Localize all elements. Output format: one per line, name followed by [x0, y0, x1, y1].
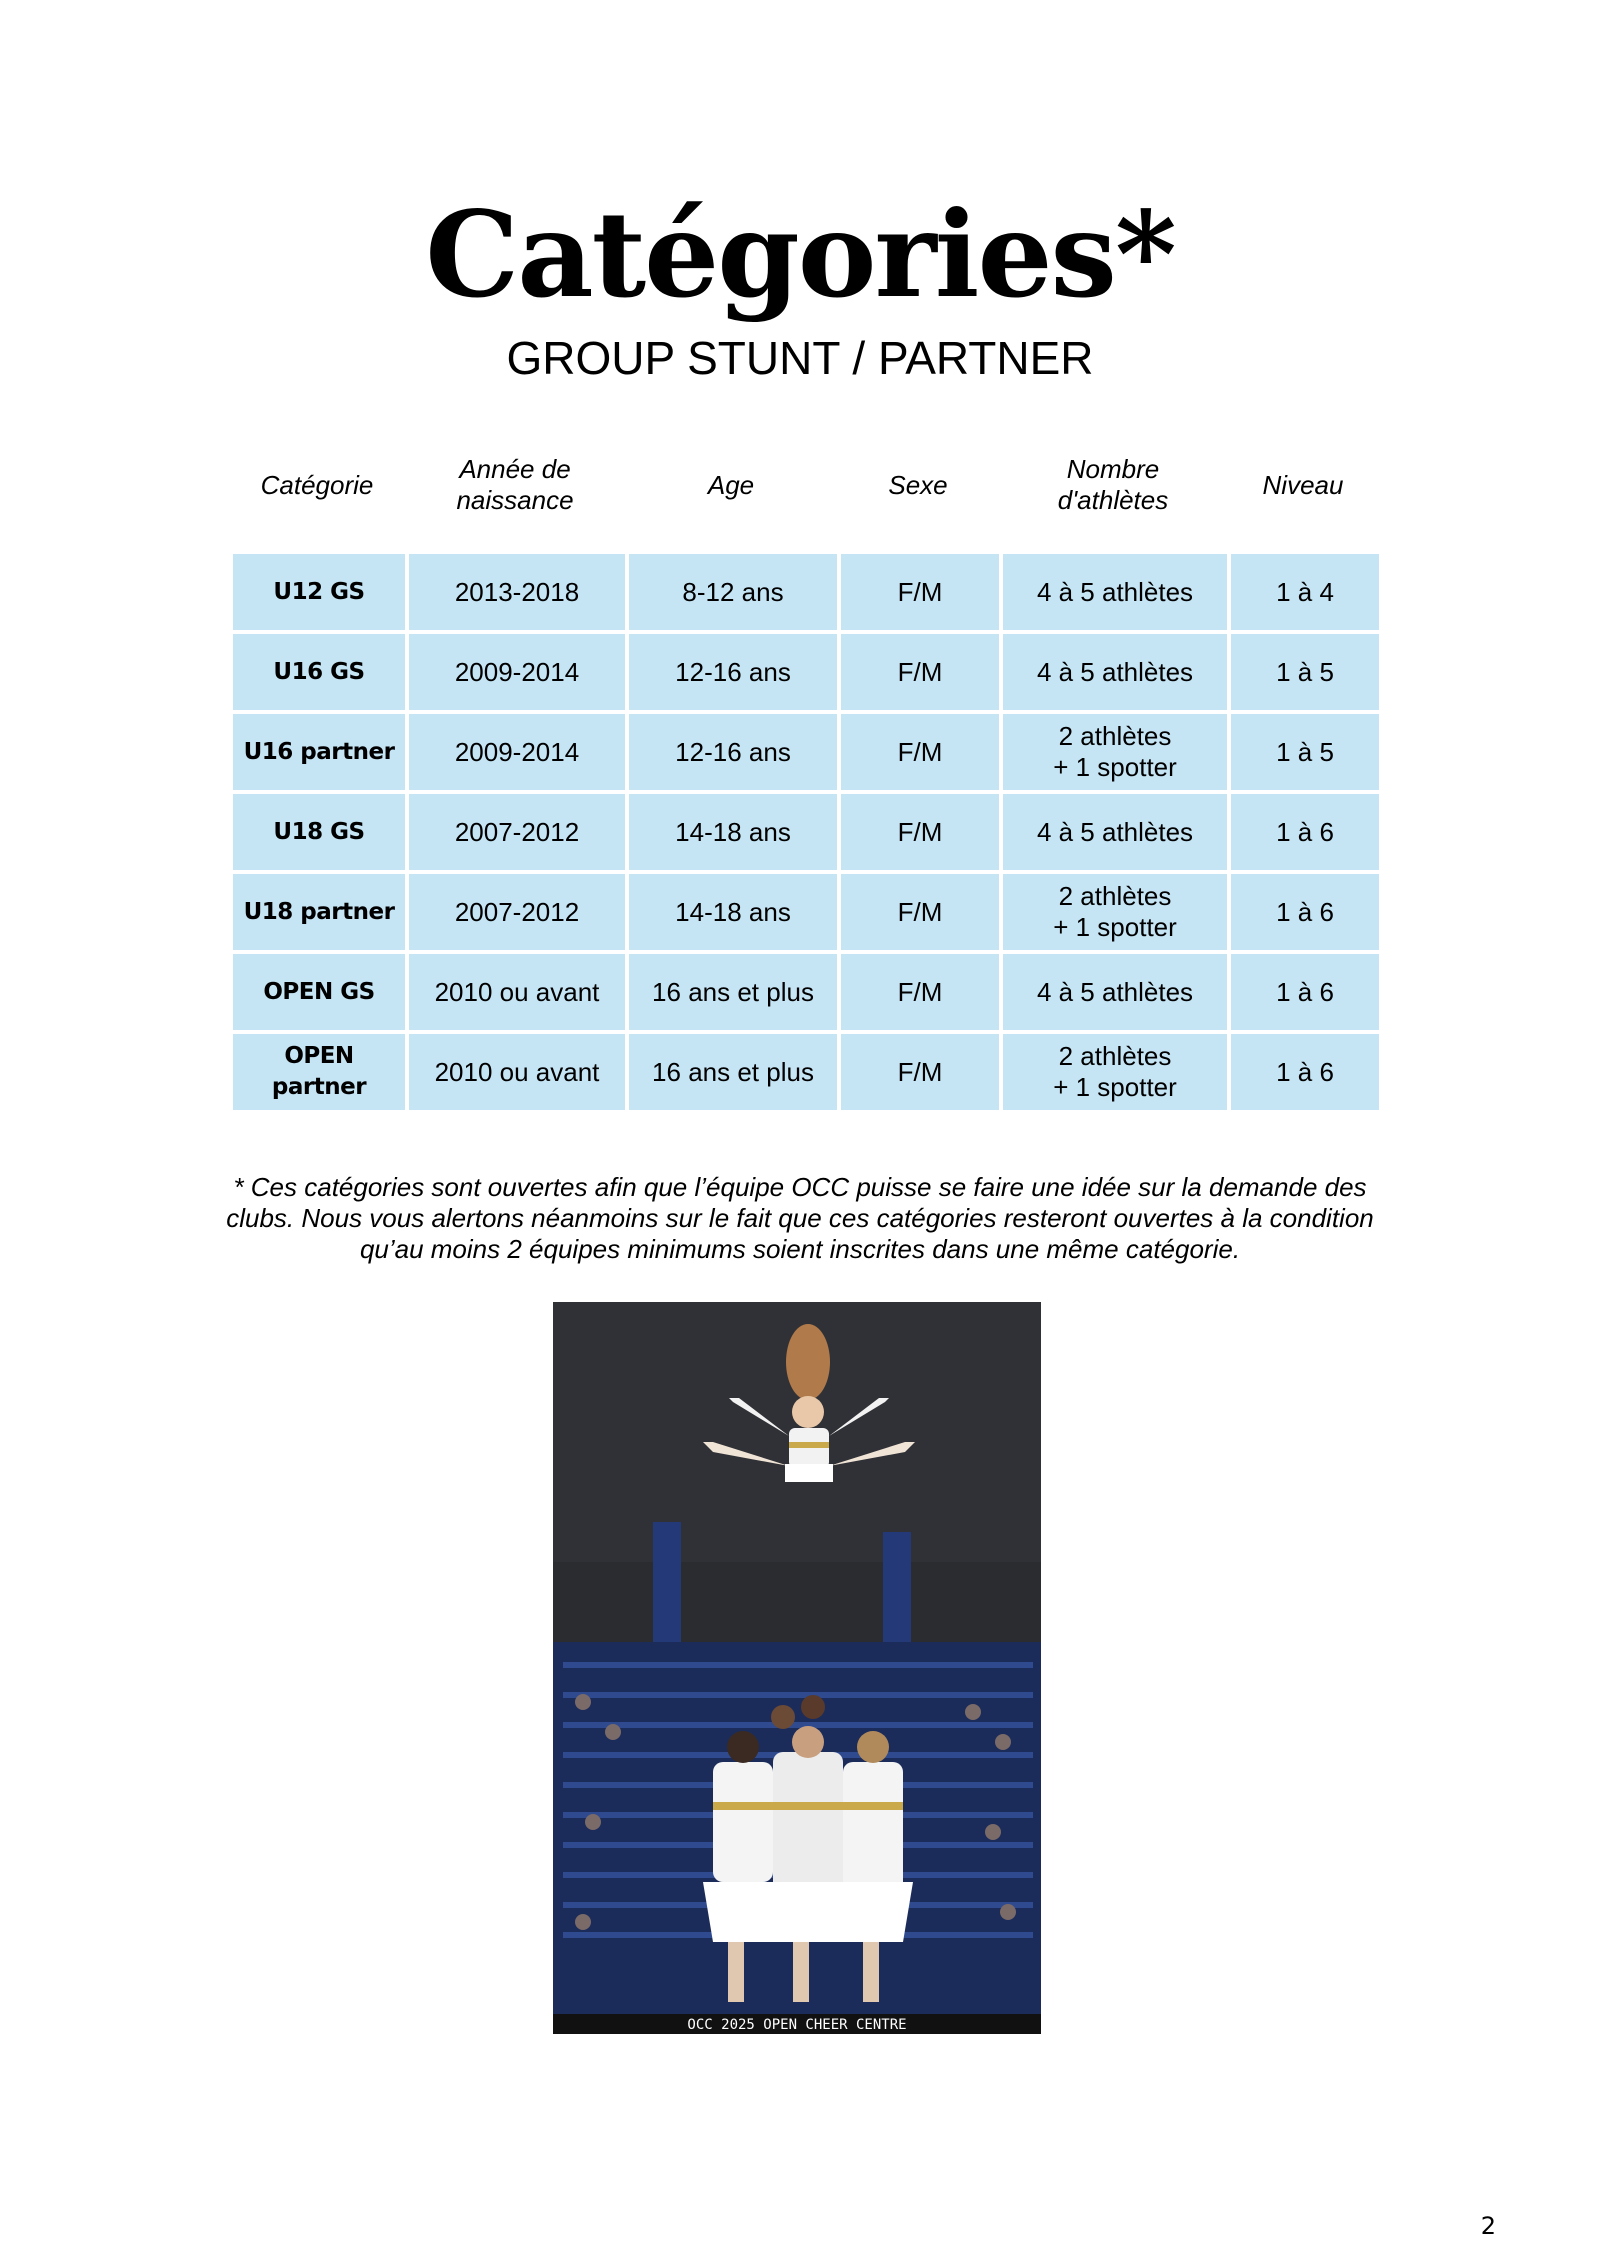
categories-table	[229, 550, 1383, 1114]
cell-birth-years: 2009-2014	[407, 712, 627, 792]
cell-athletes: 4 à 5 athlètes	[1001, 552, 1229, 632]
cell-age: 16 ans et plus	[627, 1032, 839, 1112]
header-sexe: Sexe	[888, 469, 948, 500]
cell-category: OPEN GS	[231, 952, 407, 1032]
header-age: Age	[707, 469, 755, 500]
cell-level: 1 à 5	[1229, 712, 1381, 792]
cell-sex: F/M	[839, 952, 1001, 1032]
cell-age: 12-16 ans	[627, 632, 839, 712]
cell-age: 14-18 ans	[627, 872, 839, 952]
cell-athletes: 4 à 5 athlètes	[1001, 952, 1229, 1032]
cell-birth-years: 2010 ou avant	[407, 1032, 627, 1112]
cell-birth-years: 2010 ou avant	[407, 952, 627, 1032]
cell-sex: F/M	[839, 1032, 1001, 1112]
cell-birth-years: 2007-2012	[407, 792, 627, 872]
cell-level: 1 à 6	[1229, 952, 1381, 1032]
cell-level: 1 à 6	[1229, 872, 1381, 952]
cell-sex: F/M	[839, 792, 1001, 872]
cell-age: 12-16 ans	[627, 712, 839, 792]
table-row	[231, 632, 1381, 712]
cell-birth-years: 2007-2012	[407, 872, 627, 952]
cell-birth-years: 2009-2014	[407, 632, 627, 712]
cell-athletes: 2 athlètes + 1 spotter	[1001, 712, 1229, 792]
table-header	[0, 440, 1600, 530]
header-categorie: Catégorie	[260, 469, 374, 500]
cell-age: 14-18 ans	[627, 792, 839, 872]
cell-category: U16 partner	[231, 712, 407, 792]
page-title: Catégories*	[425, 185, 1175, 324]
cell-athletes: 4 à 5 athlètes	[1001, 792, 1229, 872]
table-row	[231, 1032, 1381, 1112]
page-number: 2	[1480, 2212, 1496, 2240]
cell-sex: F/M	[839, 712, 1001, 792]
cell-category: U18 partner	[231, 872, 407, 952]
cell-birth-years: 2013-2018	[407, 552, 627, 632]
cell-athletes: 2 athlètes + 1 spotter	[1001, 872, 1229, 952]
header-niveau: Niveau	[1262, 469, 1344, 500]
header-nombre: Nombre d'athlètes	[1057, 454, 1169, 515]
cell-sex: F/M	[839, 632, 1001, 712]
cell-level: 1 à 4	[1229, 552, 1381, 632]
photo-caption: OCC 2025 OPEN CHEER CENTRE	[687, 2017, 907, 2033]
table-row	[231, 552, 1381, 632]
table-row	[231, 712, 1381, 792]
cell-sex: F/M	[839, 552, 1001, 632]
cell-category: U18 GS	[231, 792, 407, 872]
cell-athletes: 4 à 5 athlètes	[1001, 632, 1229, 712]
cell-age: 8-12 ans	[627, 552, 839, 632]
cell-category: OPEN partner	[231, 1032, 407, 1112]
cell-category: U16 GS	[231, 632, 407, 712]
table-row	[231, 792, 1381, 872]
table-row	[231, 872, 1381, 952]
cheer-photo	[553, 1302, 1041, 2034]
table-row	[231, 952, 1381, 1032]
cell-age: 16 ans et plus	[627, 952, 839, 1032]
cell-category: U12 GS	[231, 552, 407, 632]
footnote: * Ces catégories sont ouvertes afin que l’équipe OCC puisse se faire une idée sur la demande des clubs. Nous vous alertons néanmoins sur le fait que ces catégories resteront ouvertes à la condition qu’au moins 2 équipes minimums soient inscrites dans une même catégorie.	[226, 1172, 1374, 1264]
cell-level: 1 à 6	[1229, 792, 1381, 872]
header-annee: Année de naissance	[456, 454, 574, 515]
page-subtitle: GROUP STUNT / PARTNER	[506, 332, 1094, 384]
cell-level: 1 à 6	[1229, 1032, 1381, 1112]
cell-athletes: 2 athlètes + 1 spotter	[1001, 1032, 1229, 1112]
cell-sex: F/M	[839, 872, 1001, 952]
cell-level: 1 à 5	[1229, 632, 1381, 712]
